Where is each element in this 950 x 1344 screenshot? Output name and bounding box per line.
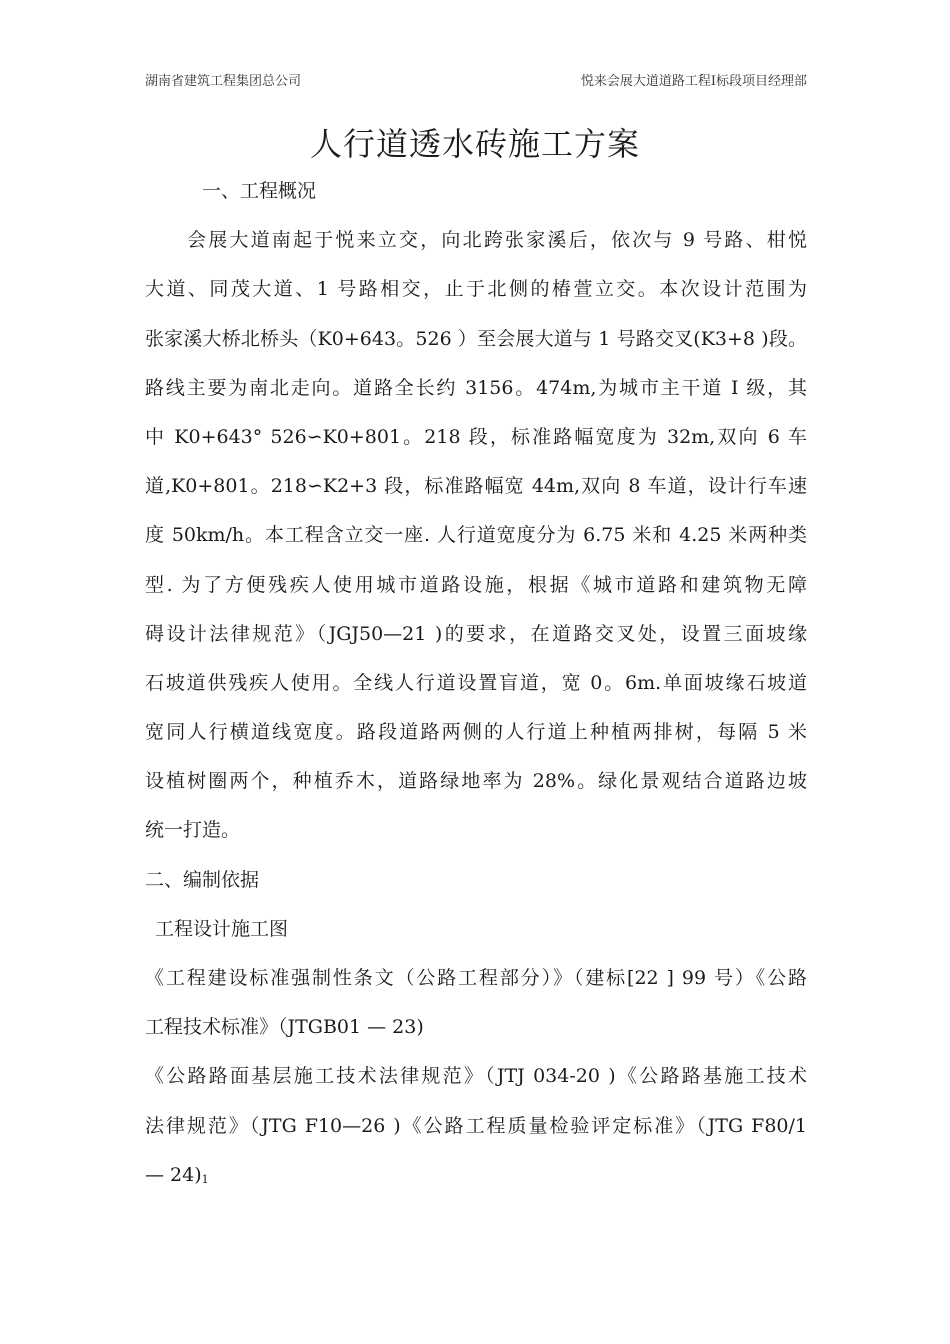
basis-line: 《工程建设标准强制性条文（公路工程部分）》（建标[22 ] 99 号）《公路 bbox=[145, 967, 807, 989]
paragraph-line: 石坡道供残疾人使用。全线人行道设置盲道，宽 0。6m.单面坡缘石坡道 bbox=[145, 671, 807, 694]
paragraph-line: 会展大道南起于悦来立交，向北跨张家溪后，依次与 9 号路、柑悦 bbox=[187, 229, 807, 252]
section-heading-basis: 二、编制依据 bbox=[145, 868, 260, 891]
paragraph-line: 碍设计法律规范》（JGJ50—21 )的要求，在道路交叉处，设置三面坡缘 bbox=[145, 622, 807, 645]
basis-line: 工程技术标准》（JTGB01 — 23) bbox=[145, 1016, 424, 1039]
paragraph-line: 道,K0+801。218∽K2+3 段，标准路幅宽 44m,双向 8 车道，设计行车速 bbox=[145, 475, 807, 498]
document-title: 人行道透水砖施工方案 bbox=[309, 125, 640, 164]
paragraph-line: 中 K0+643° 526∽K0+801。218 段，标准路幅宽度为 32m,双向 6 车 bbox=[145, 425, 807, 448]
paragraph-line: 张家溪大桥北桥头（K0+643。526 ）至会展大道与 1 号路交叉(K3+8 )段。 bbox=[145, 327, 807, 350]
basis-line: 法律规范》（JTG F10—26 )《公路工程质量检验评定标准》（JTG F80/1 bbox=[145, 1114, 807, 1137]
basis-line-text: — 24) bbox=[145, 1163, 202, 1186]
paragraph-line: 设植树圈两个，种植乔木，道路绿地率为 28%。绿化景观结合道路边坡 bbox=[145, 770, 807, 793]
paragraph-line: 统一打造。 bbox=[145, 819, 241, 842]
section-heading-overview: 一、工程概况 bbox=[202, 180, 317, 202]
page-number: 1 bbox=[201, 1172, 209, 1186]
paragraph-line: 大道、同茂大道、1 号路相交，止于北侧的椿萱立交。本次设计范围为 bbox=[145, 278, 807, 301]
paragraph-line: 宽同人行横道线宽度。路段道路两侧的人行道上种植两排树，每隔 5 米 bbox=[145, 721, 807, 744]
paragraph-line: 型. 为了方便残疾人使用城市道路设施，根据《城市道路和建筑物无障 bbox=[145, 573, 807, 596]
paragraph-line: 度 50km/h。本工程含立交一座. 人行道宽度分为 6.75 米和 4.25 米两种类 bbox=[145, 524, 807, 547]
header-company: 湖南省建筑工程集团总公司 bbox=[145, 74, 302, 89]
basis-item: 工程设计施工图 bbox=[155, 917, 289, 940]
document-body bbox=[145, 167, 807, 1200]
basis-line: 《公路路面基层施工技术法律规范》（JTJ 034-20 )《公路路基施工技术 bbox=[145, 1065, 807, 1088]
paragraph-line: 路线主要为南北走向。道路全长约 3156。474m,为城市主干道 I 级，其 bbox=[145, 376, 807, 399]
basis-line-last bbox=[145, 1151, 807, 1200]
header-project: 悦来会展大道道路工程Ⅰ标段项目经理部 bbox=[580, 74, 807, 89]
